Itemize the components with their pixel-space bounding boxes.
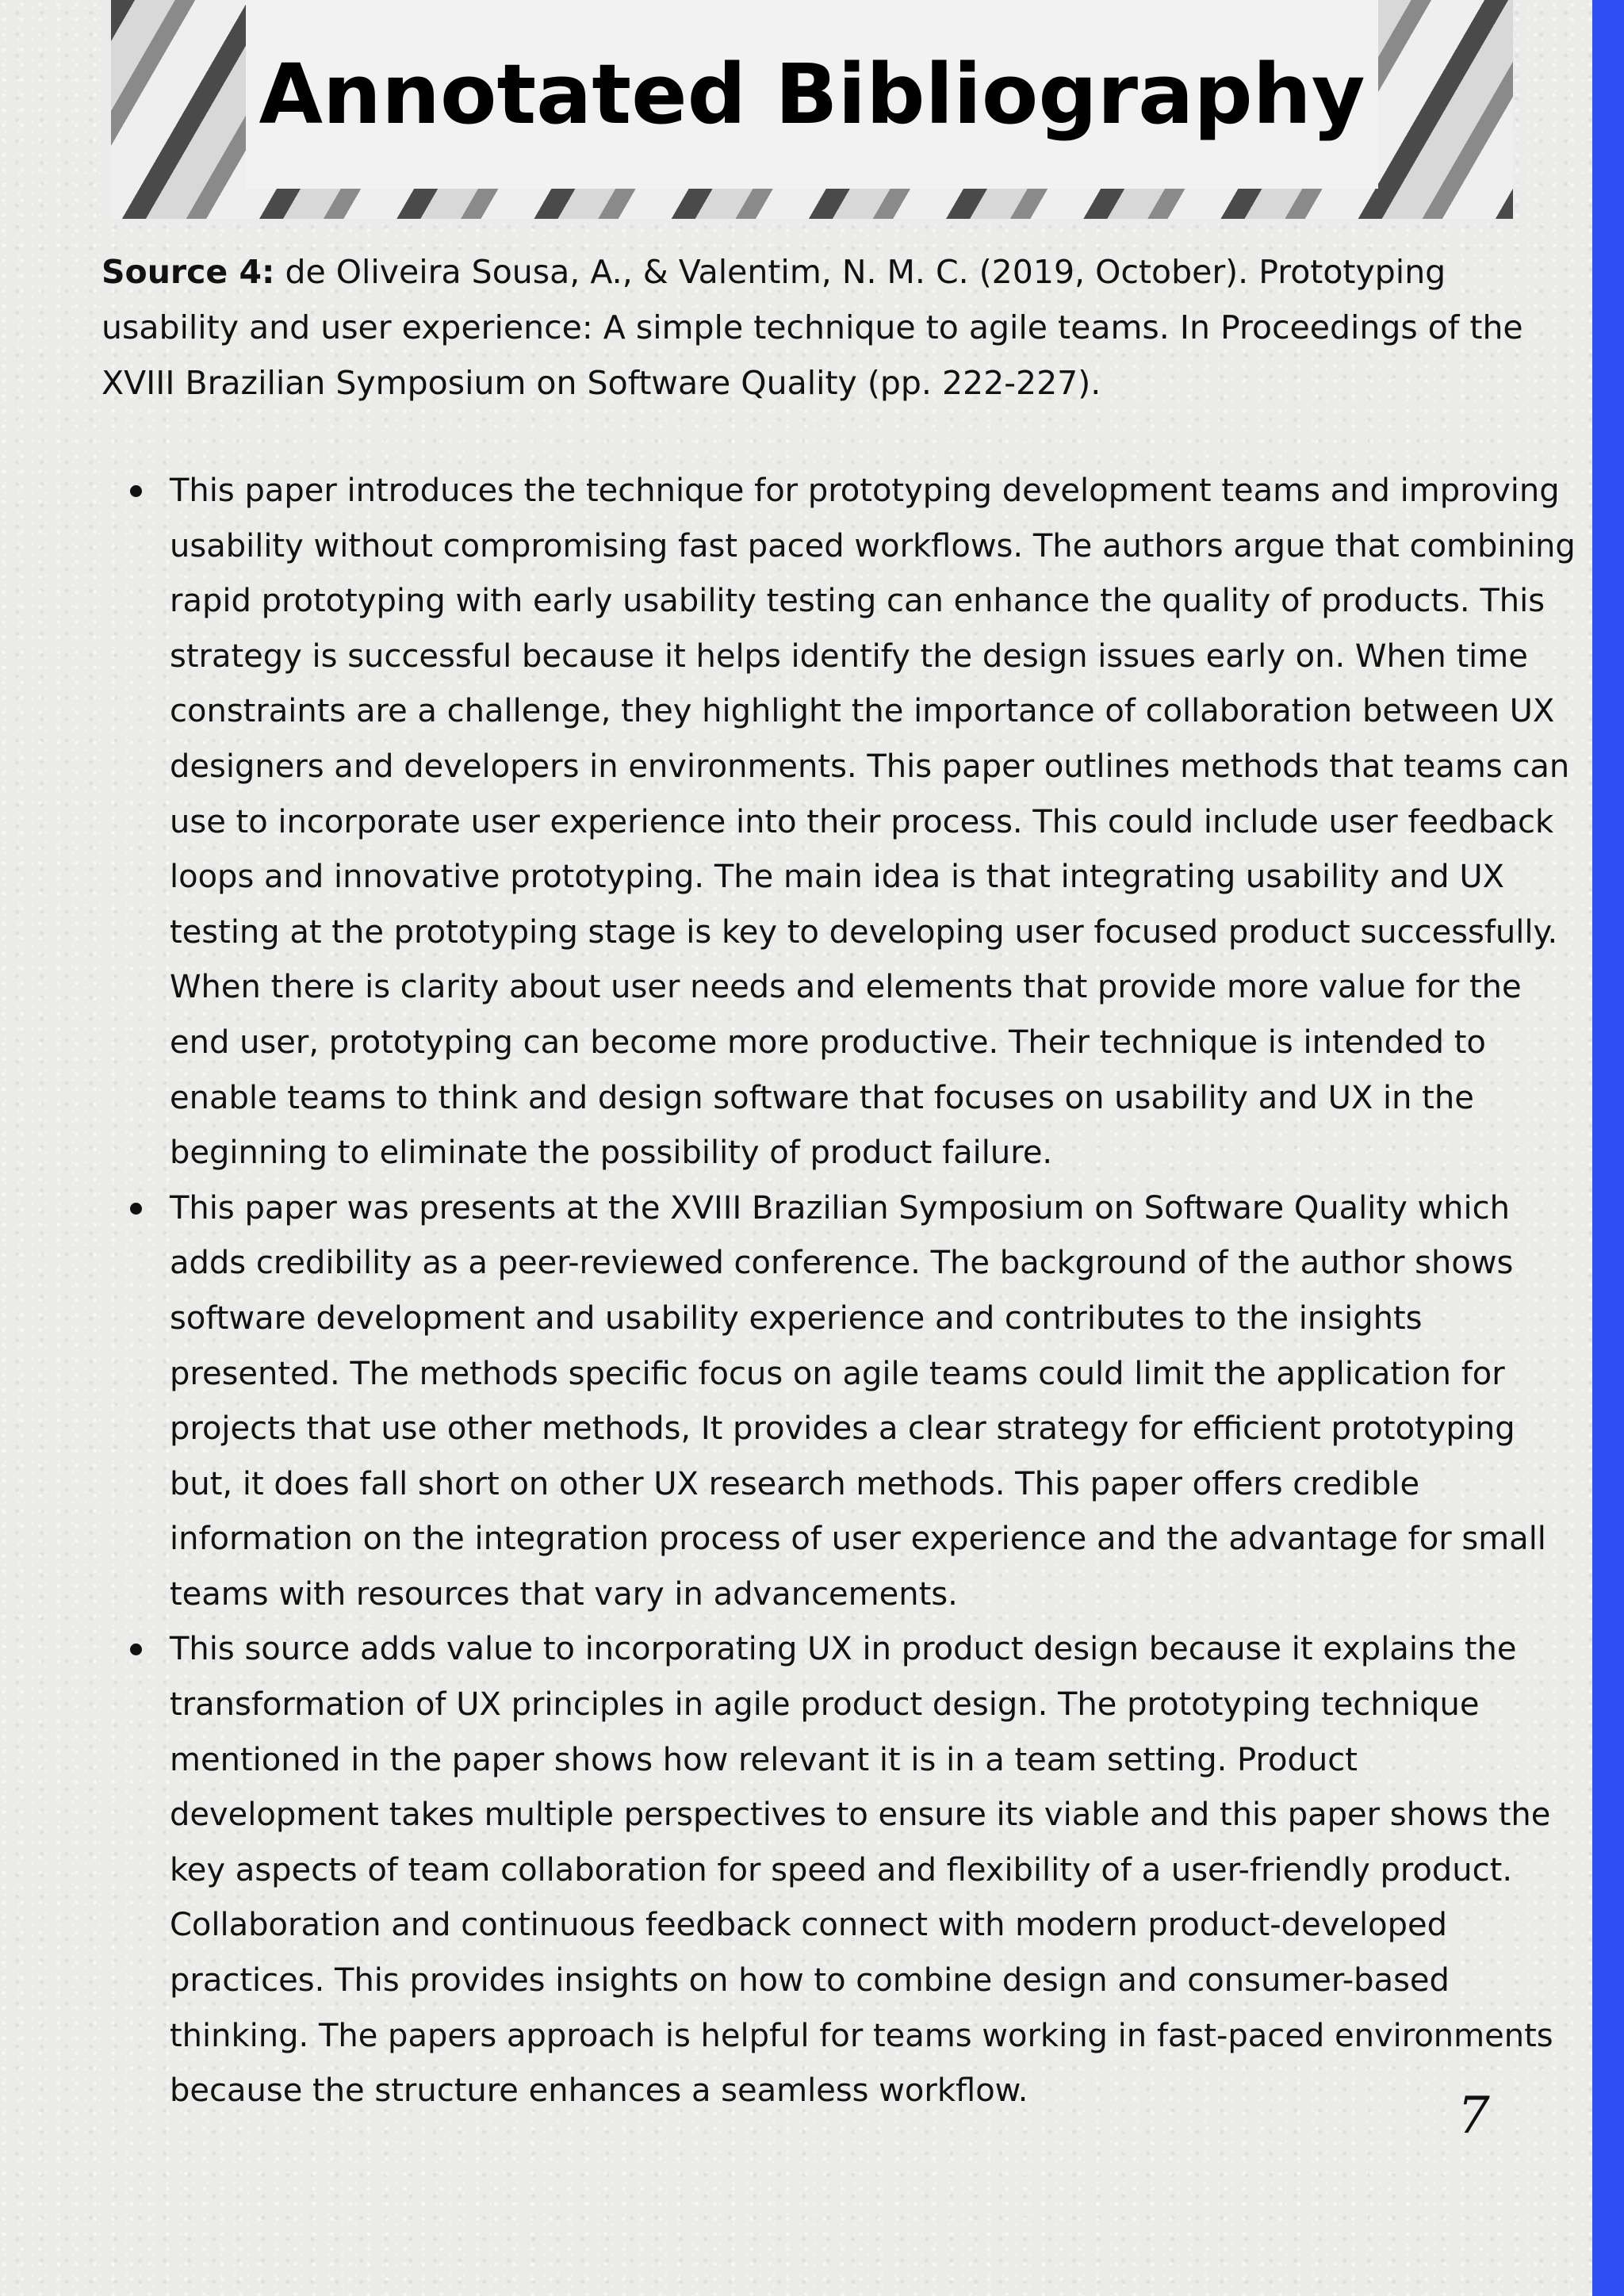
list-item: [102, 464, 1576, 1181]
citation-text: de Oliveira Sousa, A., & Valentim, N. M. C. (2019, October). Prototyping usability and user experience: A simple technique to agile teams. In Proceedings of the XVIII Brazilian Symposium on Software Quality (pp. 222-227).: [102, 253, 1523, 402]
page-title: Annotated Bibliography: [259, 46, 1365, 143]
title-box: [246, 0, 1378, 189]
bullet-icon: [130, 1203, 142, 1215]
page-number: 7: [1457, 2087, 1490, 2145]
bullet-icon: [130, 1644, 142, 1655]
bullet-icon: [130, 485, 142, 497]
citation: [102, 244, 1584, 411]
citation-label: Source 4:: [102, 253, 275, 291]
annotation-reflection: This source adds value to incorporating UX in product design because it explains the transformation of UX principles in agile product design. The prototyping technique mentioned in the paper shows how relevant it is in a team setting. Product development takes multiple perspectives to ensure its viable and this paper shows the key aspects of team collaboration for speed and flexibility of a user-friendly product. Collaboration and continuous feedback connect with modern product-developed practices. This provides insights on how to combine design and consumer-based thinking. The papers approach is helpful for teams working in fast-paced environments because the structure enhances a seamless workflow.: [170, 1631, 1553, 2110]
annotation-list: [102, 464, 1576, 2119]
list-item: [102, 1181, 1576, 1623]
annotation-evaluation: This paper was presents at the XVIII Brazilian Symposium on Software Quality which adds credibility as a peer-reviewed conference. The background of the author shows software development and usability experience and contributes to the insights presented. The methods specific focus on agile teams could limit the application for projects that use other methods, It provides a clear strategy for efficient prototyping but, it does fall short on other UX research methods. This paper offers credible information on the integration process of user experience and the advantage for small teams with resources that vary in advancements.: [170, 1189, 1546, 1613]
accent-bar: [1592, 0, 1624, 2296]
list-item: [102, 1622, 1576, 2118]
annotation-summary: This paper introduces the technique for prototyping development teams and improving usability without compromising fast paced workflows. The authors argue that combining rapid prototyping with early usability testing can enhance the quality of products. This strategy is successful because it helps identify the design issues early on. When time constraints are a challenge, they highlight the importance of collaboration between UX designers and developers in environments. This paper outlines methods that teams can use to incorporate user experience into their process. This could include user feedback loops and innovative prototyping. The main idea is that integrating usability and UX testing at the prototyping stage is key to developing user focused product successfully. When there is clarity about user needs and elements that provide more value for the end user, prototyping can become more productive. Their technique is intended to enable teams to think and design software that focuses on usability and UX in the beginning to eliminate the possibility of product failure.: [170, 473, 1576, 1172]
